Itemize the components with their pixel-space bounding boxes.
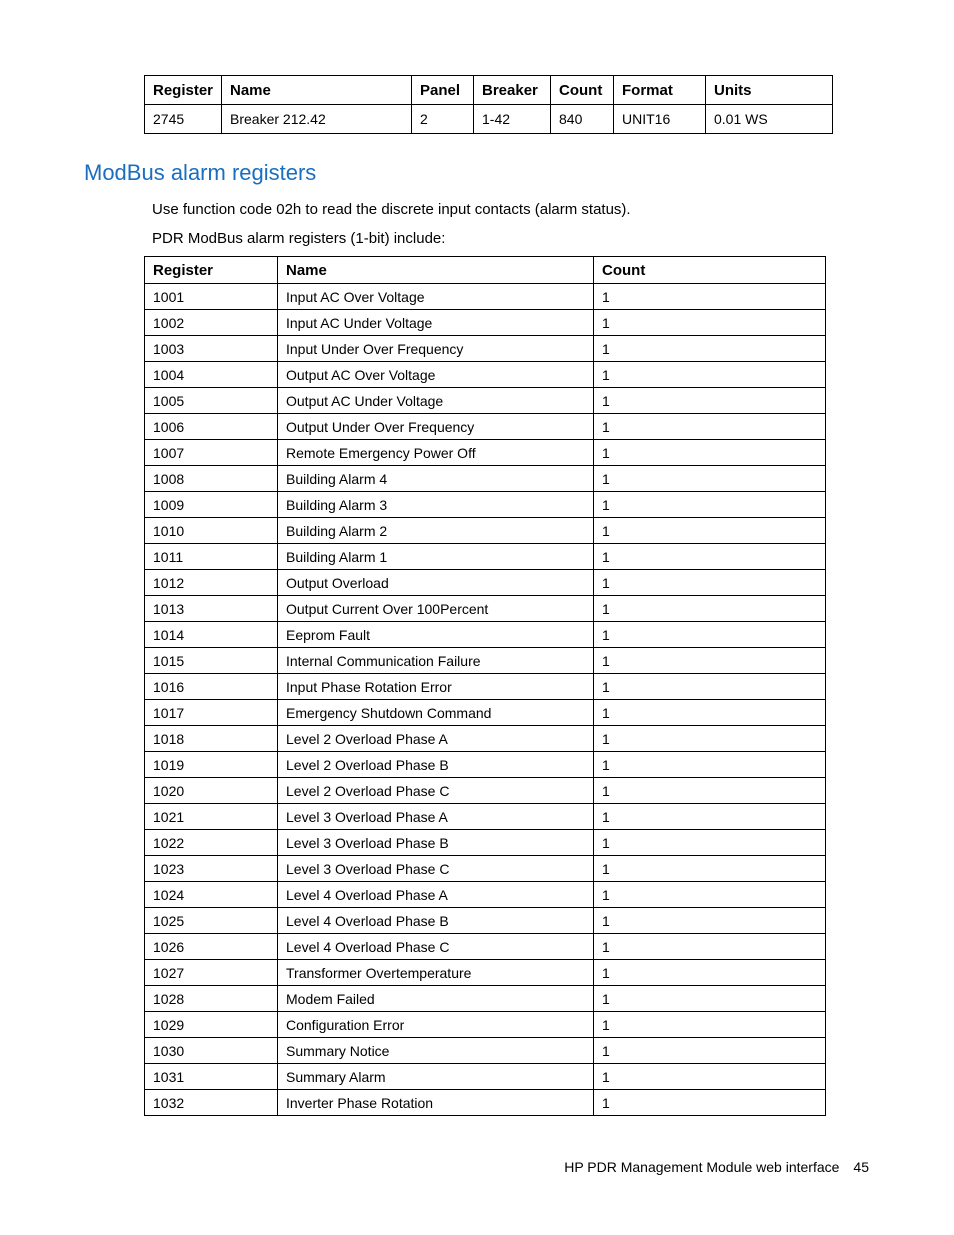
table-cell: 1 <box>594 1090 826 1116</box>
table-row <box>145 1064 826 1090</box>
table-cell: 1010 <box>145 518 278 544</box>
table-cell: 1 <box>594 1012 826 1038</box>
table-row <box>145 596 826 622</box>
page-footer <box>564 1159 869 1175</box>
alarm-register-table <box>144 256 826 1116</box>
table-cell: Input AC Under Voltage <box>278 310 594 336</box>
column-header: Breaker <box>474 76 551 105</box>
table-row <box>145 388 826 414</box>
table-cell: 1 <box>594 570 826 596</box>
table-cell: Summary Alarm <box>278 1064 594 1090</box>
column-header: Count <box>594 257 826 284</box>
table-cell: 1 <box>594 752 826 778</box>
table-cell: 1025 <box>145 908 278 934</box>
table-cell: 1016 <box>145 674 278 700</box>
table-cell: 1023 <box>145 856 278 882</box>
column-header: Count <box>551 76 614 105</box>
table-row <box>145 856 826 882</box>
section-heading: ModBus alarm registers <box>84 160 317 185</box>
table-cell: 1015 <box>145 648 278 674</box>
table-cell: 1017 <box>145 700 278 726</box>
table-cell: 840 <box>551 105 614 134</box>
table-cell: 1 <box>594 674 826 700</box>
table-cell: 1 <box>594 778 826 804</box>
table-intro-paragraph: PDR ModBus alarm registers (1-bit) include: <box>152 230 446 247</box>
table-header-row <box>145 257 826 284</box>
table-cell: 1026 <box>145 934 278 960</box>
table-cell: 1007 <box>145 440 278 466</box>
table-cell: Output AC Under Voltage <box>278 388 594 414</box>
table-row <box>145 362 826 388</box>
table-cell: 1024 <box>145 882 278 908</box>
table-cell: 1009 <box>145 492 278 518</box>
table-cell: 1 <box>594 596 826 622</box>
column-header: Register <box>145 76 222 105</box>
table-cell: 1 <box>594 518 826 544</box>
table-cell: 1 <box>594 284 826 310</box>
table-cell: 1-42 <box>474 105 551 134</box>
table-cell: Building Alarm 2 <box>278 518 594 544</box>
table-cell: Modem Failed <box>278 986 594 1012</box>
table-cell: 1030 <box>145 1038 278 1064</box>
table-cell: 1012 <box>145 570 278 596</box>
table-cell: 1014 <box>145 622 278 648</box>
column-header: Format <box>614 76 706 105</box>
table-cell: 1 <box>594 882 826 908</box>
table-row <box>145 804 826 830</box>
table-cell: 1 <box>594 830 826 856</box>
table-cell: 1 <box>594 804 826 830</box>
table-cell: 1022 <box>145 830 278 856</box>
table-row <box>145 1038 826 1064</box>
column-header: Name <box>278 257 594 284</box>
table-cell: Input Under Over Frequency <box>278 336 594 362</box>
table-cell: Emergency Shutdown Command <box>278 700 594 726</box>
table-cell: 1 <box>594 856 826 882</box>
table-cell: 1 <box>594 622 826 648</box>
table-cell: Building Alarm 1 <box>278 544 594 570</box>
table-row <box>145 440 826 466</box>
table-cell: 1 <box>594 310 826 336</box>
column-header: Units <box>706 76 833 105</box>
table-header-row <box>145 76 833 105</box>
table-row <box>145 492 826 518</box>
table-cell: 1006 <box>145 414 278 440</box>
table-cell: 1 <box>594 492 826 518</box>
table-cell: Breaker 212.42 <box>222 105 412 134</box>
table-cell: Level 3 Overload Phase B <box>278 830 594 856</box>
table-cell: Eeprom Fault <box>278 622 594 648</box>
table-cell: 1 <box>594 440 826 466</box>
table-cell: 1 <box>594 466 826 492</box>
breaker-register-table <box>144 75 833 134</box>
table-row <box>145 674 826 700</box>
table-row <box>145 466 826 492</box>
page-number: 45 <box>853 1159 869 1175</box>
table-cell: 1005 <box>145 388 278 414</box>
table-row <box>145 1012 826 1038</box>
table-row <box>145 622 826 648</box>
table-cell: 1 <box>594 908 826 934</box>
table-cell: 1028 <box>145 986 278 1012</box>
table-cell: Remote Emergency Power Off <box>278 440 594 466</box>
table-cell: 1011 <box>145 544 278 570</box>
table-cell: 1 <box>594 1038 826 1064</box>
table-row <box>145 986 826 1012</box>
table-cell: 1 <box>594 934 826 960</box>
table-cell: Configuration Error <box>278 1012 594 1038</box>
table-row <box>145 284 826 310</box>
table-cell: 1 <box>594 362 826 388</box>
table-cell: Output AC Over Voltage <box>278 362 594 388</box>
table-row <box>145 882 826 908</box>
table-cell: Output Under Over Frequency <box>278 414 594 440</box>
table-row <box>145 934 826 960</box>
table-cell: 1 <box>594 1064 826 1090</box>
table-row <box>145 960 826 986</box>
table-row <box>145 414 826 440</box>
table-row <box>145 1090 826 1116</box>
table-cell: Level 4 Overload Phase B <box>278 908 594 934</box>
footer-title: HP PDR Management Module web interface <box>564 1159 840 1175</box>
table-row <box>145 336 826 362</box>
table-cell: Output Overload <box>278 570 594 596</box>
table-row <box>145 908 826 934</box>
table-cell: Level 3 Overload Phase C <box>278 856 594 882</box>
table-cell: 1018 <box>145 726 278 752</box>
table-cell: 1001 <box>145 284 278 310</box>
table-row <box>145 518 826 544</box>
table-cell: 1008 <box>145 466 278 492</box>
table-cell: Level 4 Overload Phase C <box>278 934 594 960</box>
table-cell: 1 <box>594 648 826 674</box>
table-cell: Input AC Over Voltage <box>278 284 594 310</box>
table-cell: Building Alarm 4 <box>278 466 594 492</box>
table-cell: Output Current Over 100Percent <box>278 596 594 622</box>
table-cell: 1002 <box>145 310 278 336</box>
table-row <box>145 830 826 856</box>
table-cell: Summary Notice <box>278 1038 594 1064</box>
table-cell: Transformer Overtemperature <box>278 960 594 986</box>
table-cell: 1 <box>594 414 826 440</box>
table-cell: 0.01 WS <box>706 105 833 134</box>
table-row <box>145 752 826 778</box>
table-row <box>145 778 826 804</box>
table-row <box>145 700 826 726</box>
table-cell: 1004 <box>145 362 278 388</box>
table-cell: Inverter Phase Rotation <box>278 1090 594 1116</box>
table-cell: Level 2 Overload Phase C <box>278 778 594 804</box>
table-row <box>145 544 826 570</box>
table-cell: Level 4 Overload Phase A <box>278 882 594 908</box>
table-row <box>145 105 833 134</box>
table-cell: Input Phase Rotation Error <box>278 674 594 700</box>
table-row <box>145 570 826 596</box>
table-cell: Level 2 Overload Phase B <box>278 752 594 778</box>
table-cell: Building Alarm 3 <box>278 492 594 518</box>
intro-paragraph: Use function code 02h to read the discrete input contacts (alarm status). <box>152 201 631 218</box>
column-header: Panel <box>412 76 474 105</box>
table-cell: 1 <box>594 726 826 752</box>
table-cell: 1013 <box>145 596 278 622</box>
table-cell: 1 <box>594 336 826 362</box>
table-cell: Internal Communication Failure <box>278 648 594 674</box>
table-cell: 1 <box>594 388 826 414</box>
alarm-table-body <box>145 284 826 1116</box>
table-cell: Level 3 Overload Phase A <box>278 804 594 830</box>
table-cell: 1003 <box>145 336 278 362</box>
table-cell: 1 <box>594 700 826 726</box>
table-cell: 1032 <box>145 1090 278 1116</box>
table-cell: 2 <box>412 105 474 134</box>
table-cell: 1 <box>594 960 826 986</box>
table-cell: 1 <box>594 986 826 1012</box>
table-cell: UNIT16 <box>614 105 706 134</box>
table-cell: 1 <box>594 544 826 570</box>
column-header: Name <box>222 76 412 105</box>
table-cell: 2745 <box>145 105 222 134</box>
table-row <box>145 726 826 752</box>
table-cell: 1019 <box>145 752 278 778</box>
table-cell: 1027 <box>145 960 278 986</box>
table-row <box>145 310 826 336</box>
table-cell: 1031 <box>145 1064 278 1090</box>
table-cell: 1020 <box>145 778 278 804</box>
table-cell: Level 2 Overload Phase A <box>278 726 594 752</box>
table-row <box>145 648 826 674</box>
column-header: Register <box>145 257 278 284</box>
table-cell: 1021 <box>145 804 278 830</box>
table-cell: 1029 <box>145 1012 278 1038</box>
